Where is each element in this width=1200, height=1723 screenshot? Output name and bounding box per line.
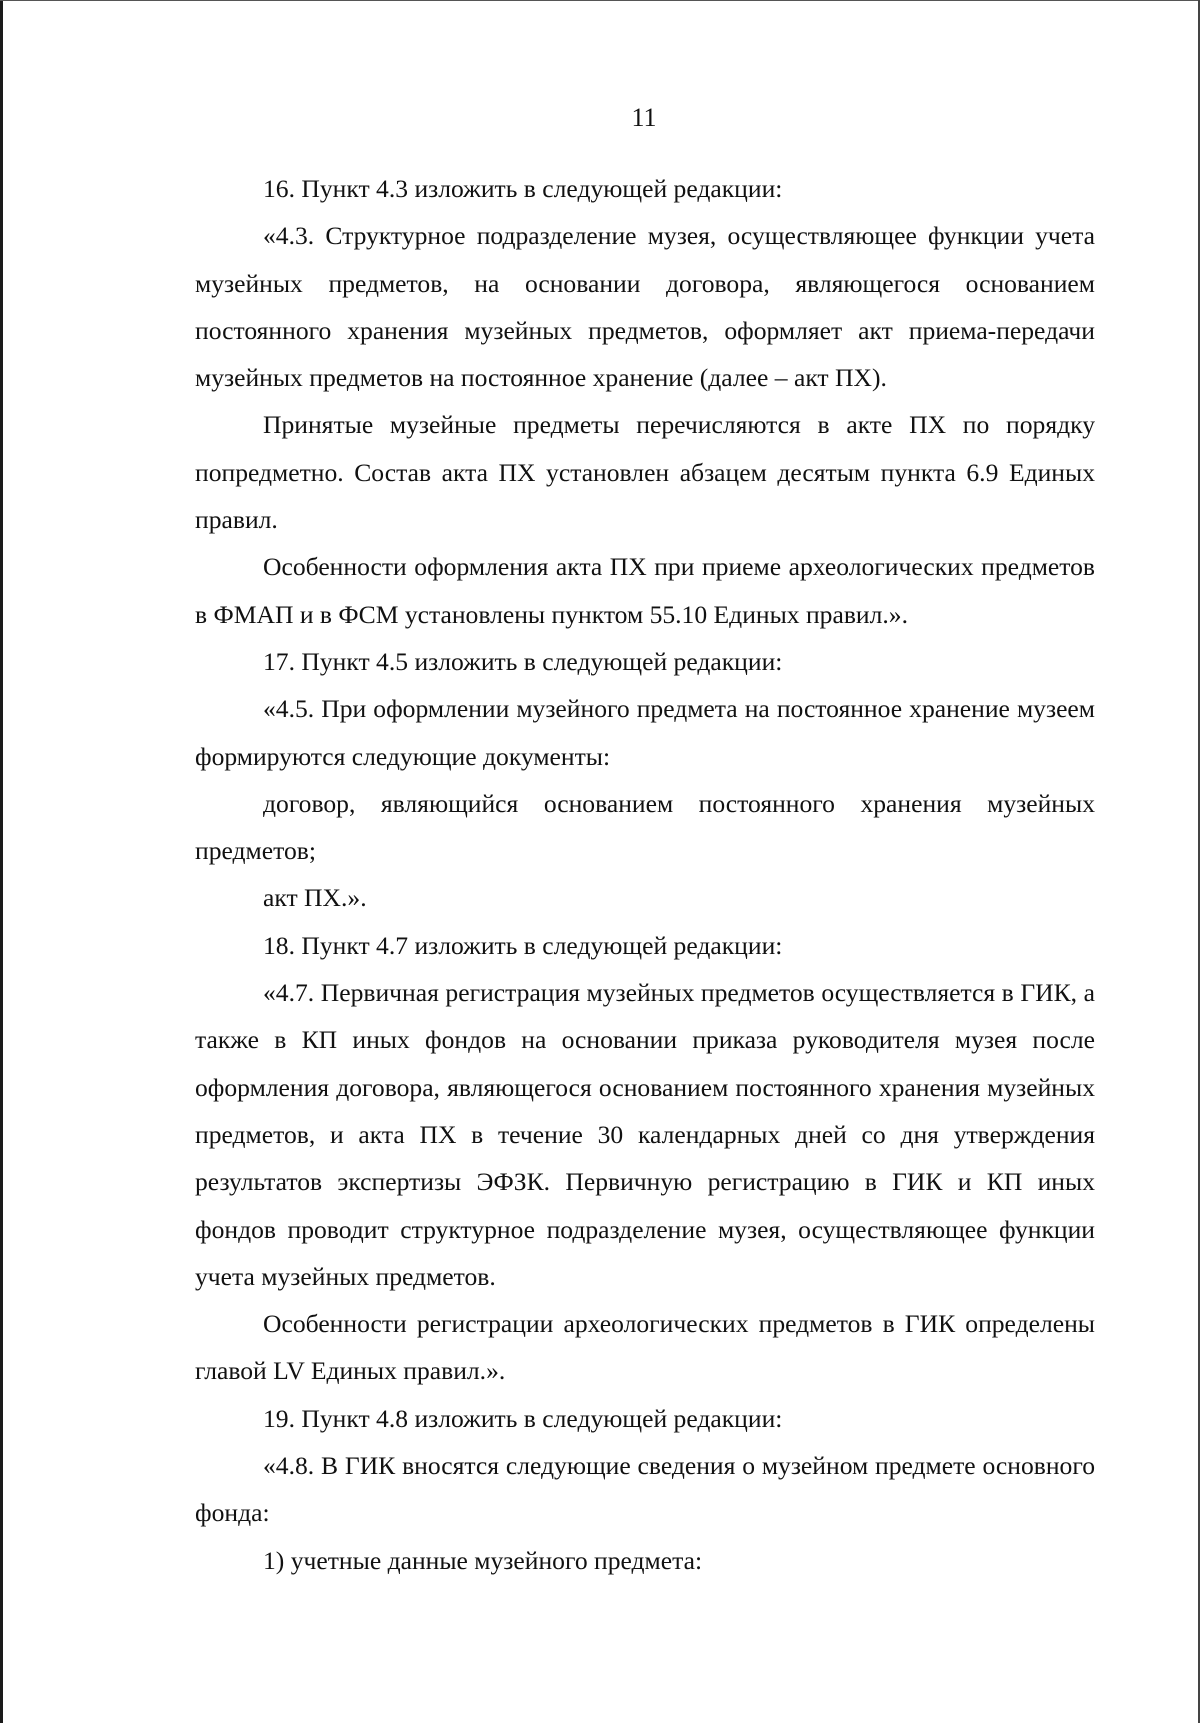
paragraph-accepted-items: Принятые музейные предметы перечисляются в акте ПХ по порядку попредметно. Состав акта ПХ установлен абзацем десятым пункта 6.9 Единых правил. xyxy=(195,410,1095,535)
scan-edge-top xyxy=(0,0,1200,1)
page-number: 11 xyxy=(631,103,657,132)
paragraph-4-3: «4.3. Структурное подразделение музея, осуществляющее функции учета музейных предметов, на основании договора, являющегося основанием постоянного хранения музейных предметов, оформляет акт приема-передачи музейных предметов на постоянное хранение (далее – акт ПХ). xyxy=(195,221,1095,393)
paragraph-4-5: «4.5. При оформлении музейного предмета на постоянное хранение музеем формируются следующие документы: xyxy=(195,694,1095,771)
paragraph-archaeological-features: Особенности оформления акта ПХ при приеме археологических предметов в ФМАП и в ФСМ установлены пунктом 55.10 Единых правил.». xyxy=(195,552,1095,629)
paragraph-item-18: 18. Пункт 4.7 изложить в следующей редакции: xyxy=(263,930,783,960)
paragraph-accounting-data: 1) учетные данные музейного предмета: xyxy=(263,1545,703,1575)
paragraph-item-17: 17. Пункт 4.5 изложить в следующей редакции: xyxy=(263,646,783,676)
paragraph-contract: договор, являющийся основанием постоянного хранения музейных предметов; xyxy=(195,788,1095,866)
document-body xyxy=(195,165,1095,1584)
paragraph-item-19: 19. Пункт 4.8 изложить в следующей редакции: xyxy=(263,1403,783,1433)
paragraph-4-7: «4.7. Первичная регистрация музейных предметов осуществляется в ГИК, а также в КП иных фондов на основании приказа руководителя музея после оформления договора, являющегося основанием постоянного хранения музейных предметов, и акта ПХ в течение 30 календарных дней со дня утверждения результатов экспертизы ЭФЗК. Первичную регистрацию в ГИК и КП иных фондов проводит структурное подразделение музея, осуществляющее функции учета музейных предметов. xyxy=(195,978,1095,1291)
paragraph-item-16: 16. Пункт 4.3 изложить в следующей редакции: xyxy=(263,174,783,203)
paragraph-act-ph: акт ПХ.». xyxy=(263,883,367,913)
paragraph-registration-features: Особенности регистрации археологических предметов в ГИК определены главой LV Единых правил.». xyxy=(195,1309,1095,1386)
scan-edge-left xyxy=(0,0,3,1723)
paragraph-4-8: «4.8. В ГИК вносятся следующие сведения о музейном предмете основного фонда: xyxy=(195,1451,1095,1528)
